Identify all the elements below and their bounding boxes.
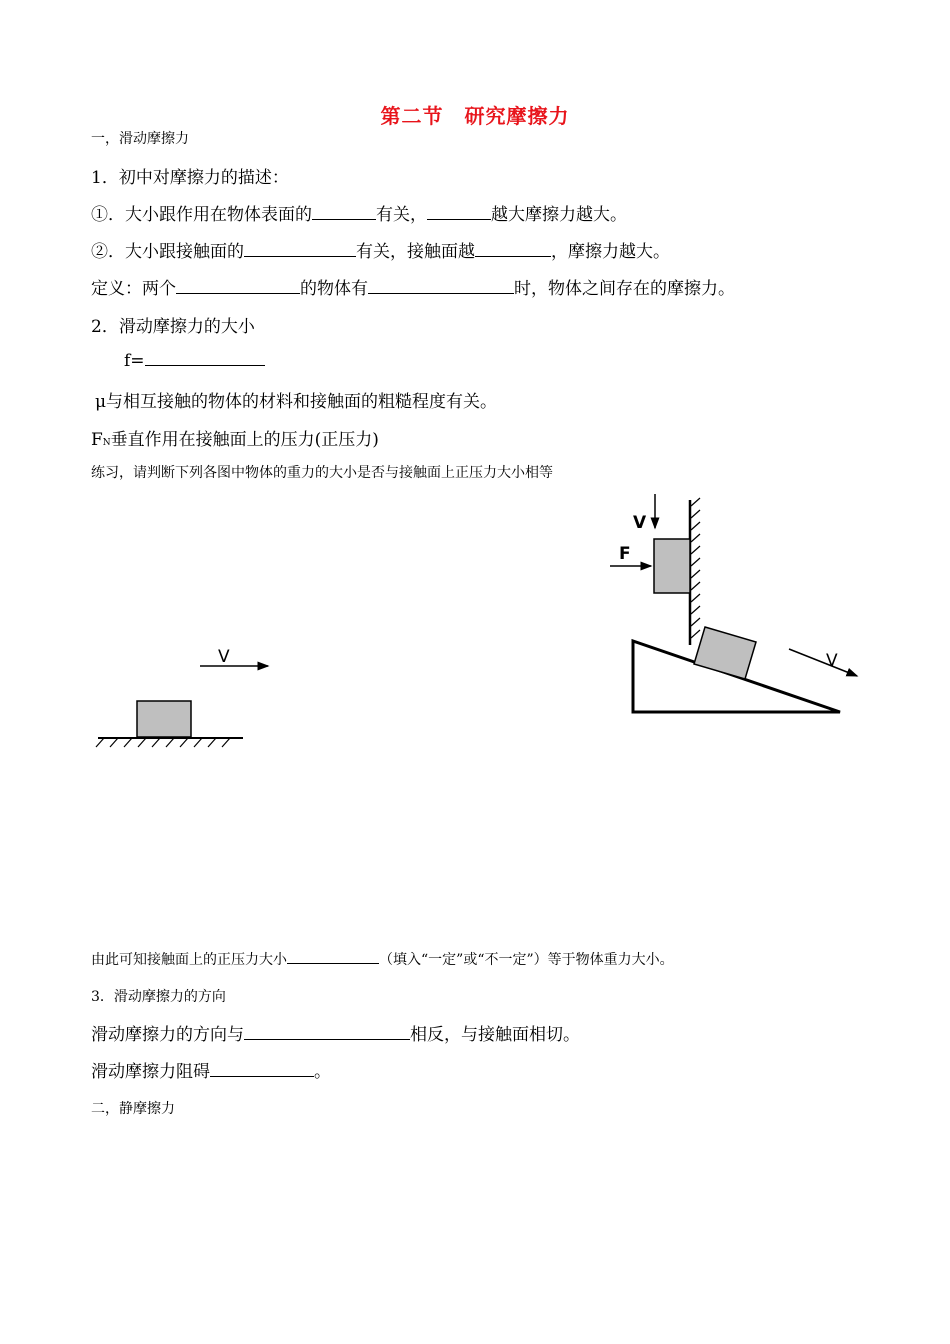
definition-part-a: 定义：两个 [91, 279, 176, 299]
wall-hatching [691, 498, 700, 638]
ground-hatching [96, 738, 230, 747]
force-label: F [619, 544, 631, 564]
page-title: 第二节 研究摩擦力 [380, 104, 570, 128]
exercise-prompt: 练习，请判断下列各图中物体的重力的大小是否与接触面上正压力大小相等 [91, 465, 553, 481]
blank-conclusion[interactable] [287, 950, 379, 964]
direction-part-b: 相反，与接触面相切。 [410, 1025, 580, 1045]
fn-subscript: N [102, 438, 111, 448]
description-2-part-c: ，摩擦力越大。 [551, 242, 670, 262]
block-on-wall [654, 539, 690, 593]
definition-part-c: 时，物体之间存在的摩擦力。 [514, 279, 735, 299]
description-1-part-a: ①．大小跟作用在物体表面的 [91, 205, 312, 225]
direction-part-a: 滑动摩擦力的方向与 [91, 1025, 244, 1045]
description-2-part-a: ②．大小跟接触面的 [91, 242, 244, 262]
hinder-statement [91, 1057, 331, 1082]
block-on-ground [137, 701, 191, 737]
figure-incline [633, 627, 857, 712]
block-on-incline [694, 627, 756, 679]
item-2-heading: 2．滑动摩擦力的大小 [91, 317, 255, 337]
item-3-heading: 3．滑动摩擦力的方向 [91, 989, 226, 1005]
conclusion-part-a: 由此可知接触面上的正压力大小 [91, 952, 287, 968]
hinder-part-b: 。 [314, 1062, 331, 1082]
figure-wall [610, 494, 700, 645]
description-1-part-b: 有关， [376, 205, 427, 225]
section-heading-sliding-friction: 一，滑动摩擦力 [91, 131, 189, 147]
hinder-part-a: 滑动摩擦力阻碍 [91, 1062, 210, 1082]
definition-part-b: 的物体有 [300, 279, 368, 299]
mu-description: μ与相互接触的物体的材料和接触面的粗糙程度有关。 [95, 392, 498, 412]
velocity-arrow-incline [789, 649, 857, 676]
fn-rest: 垂直作用在接触面上的压力(正压力) [110, 430, 379, 450]
formula-label: f= [124, 351, 145, 371]
velocity-label-horizontal: V [218, 647, 230, 667]
blank-hinder[interactable] [210, 1061, 314, 1077]
description-2-part-b: 有关，接触面越 [356, 242, 475, 262]
description-1-part-c: 越大摩擦力越大。 [491, 205, 627, 225]
blank-direction[interactable] [244, 1024, 410, 1040]
velocity-label-down: V [633, 513, 647, 533]
velocity-label-incline: V [826, 651, 838, 671]
conclusion [91, 949, 674, 969]
section-heading-static-friction: 二，静摩擦力 [91, 1101, 175, 1117]
fn-symbol: F [91, 430, 103, 450]
direction-statement [91, 1020, 580, 1045]
item-1-heading: 1．初中对摩擦力的描述： [91, 168, 289, 188]
conclusion-part-b: （填入“一定”或“不一定”）等于物体重力大小。 [379, 952, 674, 968]
figure-horizontal-ground [96, 647, 268, 747]
